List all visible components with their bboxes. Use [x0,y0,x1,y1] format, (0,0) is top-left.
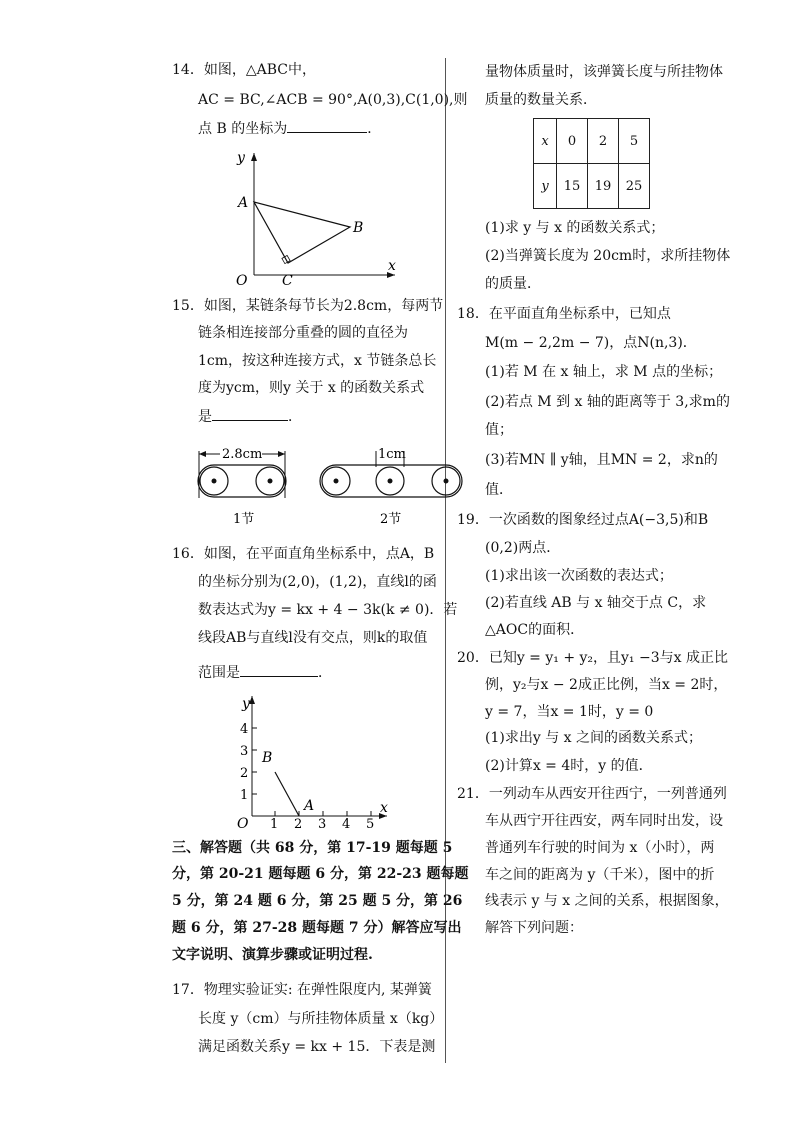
segment-ab [275,772,299,816]
q17-data-table [533,118,650,209]
q15-line-4: 度为ycm，则y 关于 x 的函数关系式 [198,380,425,396]
fig14-label-a: A [238,195,249,211]
fig14-label-b: B [353,220,364,236]
answer-blank [212,406,288,421]
section3-line-4: 题 6 分，第 27-28 题每题 7 分）解答应写出 [172,920,462,936]
q17-part-2-cont: 的质量． [485,276,541,292]
q14-line-end: ． [367,121,382,137]
table-cell: y [534,164,557,209]
table-row [534,119,650,164]
x-tick-label: 5 [366,817,375,829]
q16-line-5: 范围是 [198,665,240,681]
answer-blank [240,662,318,677]
q20-line-4: (1)求出y 与 x 之间的函数关系式； [485,730,702,746]
q16-line-1: 16．如图，在平面直角坐标系中，点A，B [172,546,435,562]
fig16-label-x: x [380,800,388,816]
q17-line-5: 质量的数量关系． [485,92,597,108]
section3-line-5: 文字说明、演算步骤或证明过程. [172,947,373,963]
q21-line-6: 解答下列问题： [485,920,583,936]
y-axis-arrow [251,153,257,161]
q18-line-6: (3)若MN ∥ y轴，且MN = 2，求n的 [485,452,718,468]
fig14-label-x: x [388,258,396,274]
q15-chain-figure [196,443,464,531]
q15-line-5: 是 [198,409,212,425]
triangle-abc [254,202,350,263]
x-tick-label: 2 [294,817,303,829]
q14-line-2: AC = BC,∠ACB = 90°,A(0,3),C(1,0),则 [198,92,468,108]
q17-part-1: (1)求 y 与 x 的函数关系式； [485,220,665,236]
q17-line-4: 量物体质量时，该弹簧长度与所挂物体 [485,64,723,80]
chain-dot [388,479,393,484]
y-tick-label: 4 [240,722,249,737]
q18-line-3: (1)若 M 在 x 轴上，求 M 点的坐标； [485,364,723,380]
q14-line-1: 14．如图，△ABC中， [172,62,316,78]
q20-line-5: (2)计算x = 4时，y 的值． [485,758,653,774]
q20-line-2: 例，y₂与x − 2成正比例，当x = 2时， [485,677,728,693]
x-tick-label: 3 [318,817,327,829]
column-divider [445,58,446,1063]
fig14-label-y: y [237,150,245,166]
q19-line-2: (0,2)两点． [485,540,561,556]
chain-dot [268,479,273,484]
q21-line-5: 线表示 y 与 x 之间的关系，根据图象， [485,893,729,909]
y-tick-label: 3 [240,744,249,759]
q18-line-1: 18．在平面直角坐标系中，已知点 [457,306,671,322]
x-tick-label: 4 [342,817,351,829]
q21-line-4: 车之间的距离为 y（千米），图中的折 [485,867,715,883]
y-tick-label: 2 [240,766,249,781]
q20-line-1: 20．已知y = y₁ + y₂，且y₁ −3与x 成正比 [457,650,728,666]
q19-line-1: 19．一次函数的图象经过点A(−3,5)和B [457,512,709,528]
q20-line-3: y = 7，当x = 1时，y = 0 [485,704,654,720]
q21-line-2: 车从西宁开往西安，两车同时出发，设 [485,813,723,829]
section3-line-1: 三、解答题（共 68 分，第 17-19 题每题 5 [172,840,453,856]
chain-dot [334,479,339,484]
fig16-label-y: y [242,696,250,712]
q18-line-2: M(m − 2,2m − 7)，点N(n,3)． [485,335,697,351]
table-cell: 2 [588,119,619,164]
q17-part-2: (2)当弹簧长度为 20cm时，求所挂物体 [485,248,731,264]
dim-label-2-8cm: 2.8cm [222,447,263,462]
dim-arrow-left [199,451,206,457]
y-tick-label: 1 [240,788,249,803]
q16-line-4: 线段AB与直线l没有交点，则k的取值 [198,630,428,646]
table-cell: 0 [557,119,588,164]
q15-line-1: 15．如图，某链条每节长为2.8cm，每两节 [172,298,444,314]
fig16-label-a: A [304,798,315,814]
q16-line-3: 数表达式为y = kx + 4 − 3k(k ≠ 0)．若 [198,602,458,618]
q21-line-3: 普通列车行驶的时间为 x（小时），两 [485,840,715,856]
fig14-label-o: O [236,273,248,285]
caption-2-links: 2节 [380,512,402,527]
fig16-label-o: O [237,816,249,829]
q14-triangle-figure [230,150,400,285]
table-cell: 25 [619,164,650,209]
q16-line-end: ． [318,665,332,681]
q15-line-3: 1cm，按这种连接方式，x 节链条总长 [198,353,437,369]
section3-line-3: 5 分，第 24 题 6 分，第 25 题 5 分，第 26 [172,893,463,909]
q19-line-3: (1)求出该一次函数的表达式； [485,568,673,584]
chain-dot [444,479,449,484]
q15-line-2: 链条相连接部分重叠的圆的直径为 [198,325,408,341]
table-row [534,164,650,209]
q17-line-3: 满足函数关系y = kx + 15．下表是测 [198,1039,436,1055]
q15-line-end: ． [288,409,302,425]
chain-link-outline [198,465,286,497]
x-tick-label: 1 [270,817,279,829]
q16-line-2: 的坐标分别为(2,0)，(1,2)，直线l的函 [198,574,437,590]
table-cell: x [534,119,557,164]
q18-line-5: 值； [485,422,513,438]
answer-blank [287,118,367,133]
table-cell: 15 [557,164,588,209]
q21-line-1: 21．一列动车从西安开往西宁，一列普通列 [457,786,727,802]
q14-line-3: 点 B 的坐标为 [198,121,288,137]
q17-line-2: 长度 y（cm）与所挂物体质量 x（kg） [198,1011,444,1027]
q19-line-5: △AOC的面积． [485,622,585,638]
q16-coordinate-figure [224,694,399,829]
q18-line-7: 值． [485,482,513,498]
fig16-label-b: B [262,750,273,766]
table-cell: 5 [619,119,650,164]
table-cell: 19 [588,164,619,209]
section3-line-2: 分，第 20-21 题每题 6 分，第 22-23 题每题 [172,866,469,882]
q18-line-4: (2)若点 M 到 x 轴的距离等于 3,求m的 [485,394,730,410]
chain-dot [212,479,217,484]
fig14-label-c: C [282,273,293,285]
q19-line-4: (2)若直线 AB 与 x 轴交于点 C，求 [485,595,707,611]
dim-label-1cm: 1cm [378,447,406,462]
q17-line-1: 17．物理实验证实: 在弹性限度内, 某弹簧 [172,982,432,998]
caption-1-link: 1节 [233,512,255,527]
dim-arrow-right [278,451,285,457]
